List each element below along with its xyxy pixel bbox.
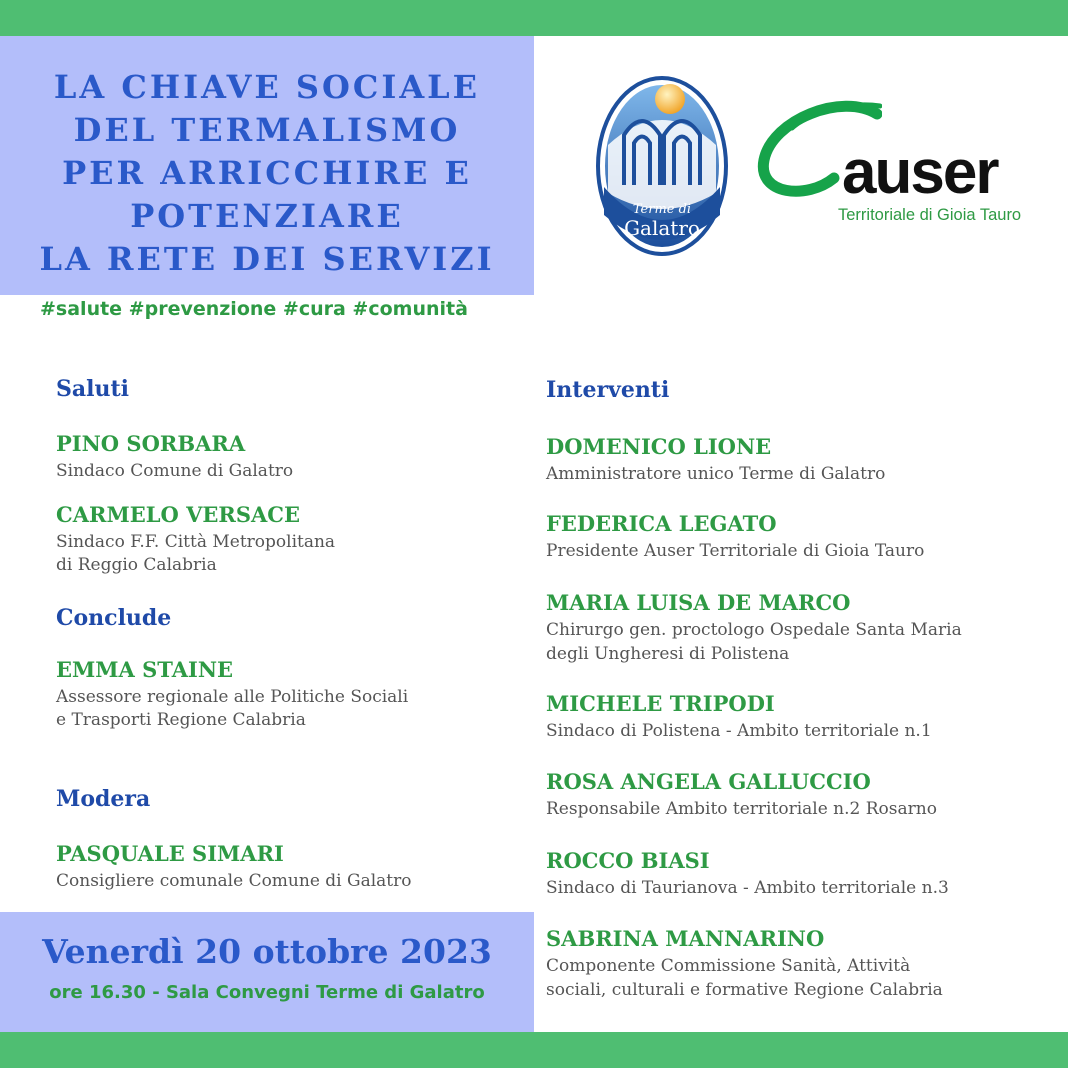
bottom-green-band [0,1032,1068,1068]
terme-logo-line2: Galatro [624,216,700,240]
top-green-band [0,0,1068,36]
terme-galatro-logo [594,75,730,257]
title-line-4: POTENZIARE [130,197,404,235]
title-line-3: PER ARRICCHIRE E [62,154,472,192]
speaker-role: Sindaco Comune di Galatro [56,461,294,481]
speaker-role: sociali, culturali e formative Regione Calabria [546,980,943,1000]
speaker-role: Chirurgo gen. proctologo Ospedale Santa Maria [546,620,962,640]
event-date: Venerdì 20 ottobre 2023 [42,932,492,971]
event-date-panel [0,912,534,1032]
title-panel [0,36,534,295]
heading-conclude: Conclude [56,605,172,631]
speaker-name: ROCCO BIASI [546,848,710,873]
speaker-name: FEDERICA LEGATO [546,511,777,536]
heading-modera: Modera [56,786,151,812]
speaker-role: di Reggio Calabria [56,555,217,575]
hashtags: #salute #prevenzione #cura #comunità [40,298,468,320]
speaker-role: Sindaco di Taurianova - Ambito territoriale n.3 [546,878,949,898]
speaker-name: ROSA ANGELA GALLUCCIO [546,769,871,794]
speaker-name: SABRINA MANNARINO [546,926,825,951]
auser-subtitle: Territoriale di Gioia Tauro [838,206,1022,224]
speaker-name: MICHELE TRIPODI [546,691,775,716]
speaker-role: Responsabile Ambito territoriale n.2 Rosarno [546,799,937,819]
speaker-role: e Trasporti Regione Calabria [56,710,306,730]
title-line-5: LA RETE DEI SERVIZI [39,240,495,278]
event-time-place: ore 16.30 - Sala Convegni Terme di Galatro [49,982,485,1003]
speaker-role: Amministratore unico Terme di Galatro [546,464,886,484]
speaker-name: DOMENICO LIONE [546,434,772,459]
heading-interventi: Interventi [546,377,670,403]
speaker-name: EMMA STAINE [56,657,234,682]
speaker-name: MARIA LUISA DE MARCO [546,590,851,615]
auser-wordmark: auser [842,138,998,207]
speaker-role: Assessore regionale alle Politiche Sociali [56,687,409,707]
speaker-name: CARMELO VERSACE [56,502,301,527]
speaker-name: PASQUALE SIMARI [56,841,284,866]
title-line-1: LA CHIAVE SOCIALE [53,68,481,106]
title-line-2: DEL TERMALISMO [73,111,461,149]
speaker-role: Presidente Auser Territoriale di Gioia Tauro [546,541,925,561]
speaker-role: degli Ungheresi di Polistena [546,644,790,664]
speaker-name: PINO SORBARA [56,431,246,456]
speaker-role: Componente Commissione Sanità, Attività [546,956,911,976]
heading-saluti: Saluti [56,376,130,402]
speaker-role: Sindaco di Polistena - Ambito territoriale n.1 [546,721,932,741]
speaker-role: Sindaco F.F. Città Metropolitana [56,532,336,552]
speaker-role: Consigliere comunale Comune di Galatro [56,871,412,891]
terme-logo-line1: Terme di [632,202,692,217]
